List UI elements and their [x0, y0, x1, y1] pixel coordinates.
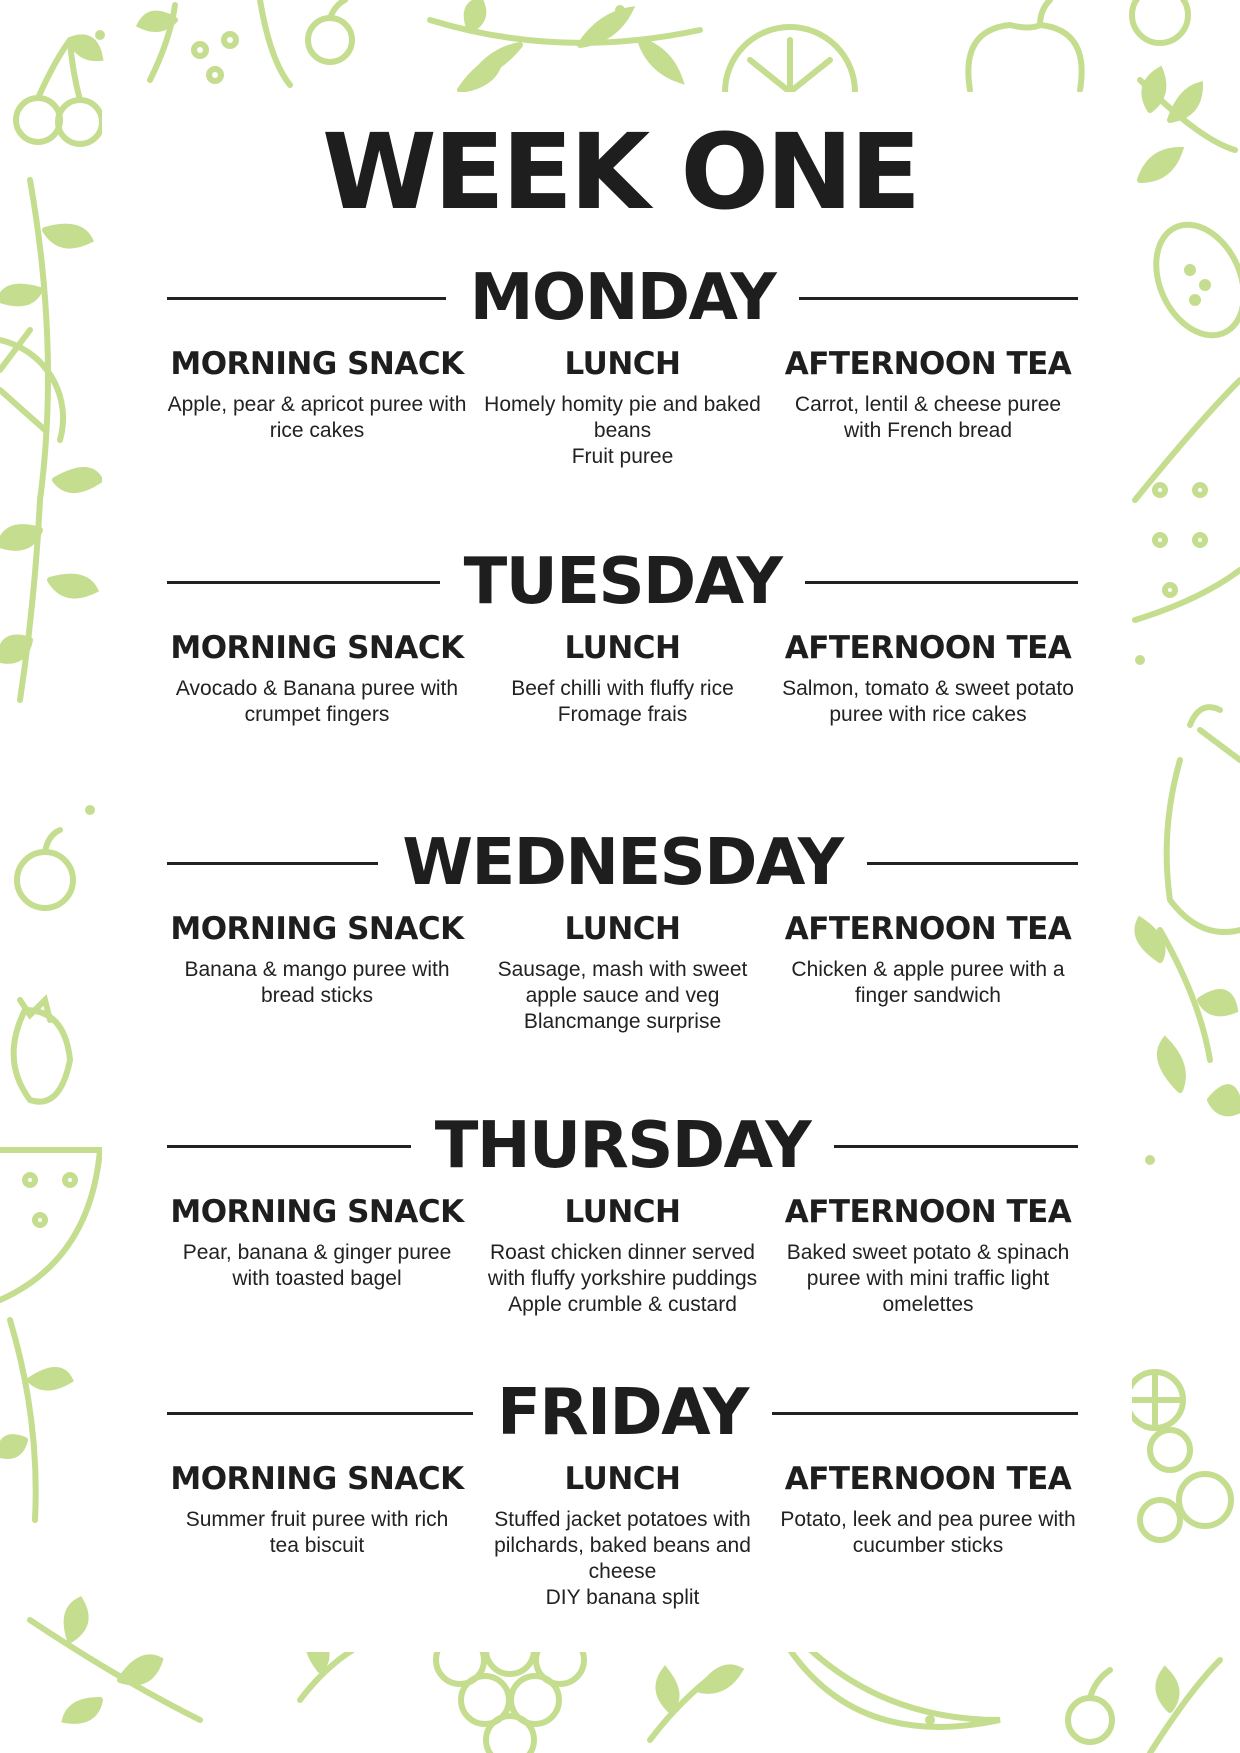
menu-line: Carrot, lentil & cheese puree: [794, 393, 1062, 416]
menu-line: tea biscuit: [269, 1534, 365, 1557]
day-section-thursday: [167, 1110, 1078, 1318]
lemon-slice-icon: [725, 27, 855, 92]
divider-line: [834, 1145, 1078, 1148]
lunch-heading: LUNCH: [564, 1194, 681, 1230]
morning-snack-heading: MORNING SNACK: [170, 346, 464, 382]
leaf-branch-icon: [0, 180, 100, 700]
day-section-wednesday: [167, 827, 1078, 1035]
morning-snack-heading: MORNING SNACK: [170, 911, 464, 947]
lunch-description: [478, 392, 768, 470]
menu-line: Banana & mango puree with: [184, 958, 450, 981]
divider-line: [167, 1145, 411, 1148]
day-name: THURSDAY: [434, 1109, 811, 1183]
divider-line: [167, 581, 440, 584]
lunch-column: [478, 1457, 768, 1611]
orange-slice-icon: [0, 330, 63, 440]
menu-line: cheese: [588, 1560, 657, 1583]
morning-snack-description: [167, 957, 467, 1009]
menu-line: Potato, leek and pea puree with: [780, 1508, 1076, 1531]
menu-line: Beef chilli with fluffy rice: [511, 677, 734, 700]
menu-line: omelettes: [882, 1293, 974, 1316]
leaf-branch-icon: [1138, 920, 1240, 1113]
leaf-branch-icon: [0, 1320, 70, 1520]
cherry-icon: [308, 0, 352, 62]
morning-snack-heading: MORNING SNACK: [170, 1461, 464, 1497]
day-header: [167, 827, 1078, 899]
menu-line: Avocado & Banana puree with: [175, 677, 459, 700]
menu-line: Chicken & apple puree with a: [791, 958, 1065, 981]
day-header: [167, 262, 1078, 334]
afternoon-tea-description: [778, 1240, 1078, 1318]
menu-line: apple sauce and veg: [525, 984, 720, 1007]
pear-icon: [1167, 707, 1240, 932]
orange-icon: [1132, 0, 1188, 43]
banana-icon: [790, 1640, 1000, 1727]
afternoon-tea-description: [778, 1507, 1078, 1559]
menu-line: Pear, banana & ginger puree: [182, 1241, 452, 1264]
day-name: TUESDAY: [463, 545, 782, 619]
menu-line: with toasted bagel: [232, 1267, 402, 1290]
lunch-description: [478, 957, 768, 1035]
morning-snack-description: [167, 676, 467, 728]
lunch-column: [478, 626, 768, 728]
day-name: MONDAY: [469, 261, 776, 335]
afternoon-tea-heading: AFTERNOON TEA: [784, 1461, 1072, 1497]
menu-line: puree with mini traffic light: [806, 1267, 1050, 1290]
afternoon-tea-description: [778, 392, 1078, 444]
menu-line: Stuffed jacket potatoes with: [494, 1508, 751, 1531]
leaf-sprig-icon: [650, 1668, 740, 1741]
menu-line: pilchards, baked beans and: [494, 1534, 751, 1557]
morning-snack-description: [167, 392, 467, 444]
menu-line: Apple crumble & custard: [508, 1293, 737, 1316]
afternoon-tea-heading: AFTERNOON TEA: [784, 911, 1072, 947]
menu-line: DIY banana split: [545, 1586, 700, 1609]
watermelon-slice-icon: [0, 1150, 100, 1300]
day-header: [167, 1110, 1078, 1182]
leaf-sprig-icon: [1150, 1660, 1220, 1753]
divider-line: [805, 581, 1078, 584]
lunch-heading: LUNCH: [564, 911, 681, 947]
strawberry-icon: [14, 1000, 70, 1102]
page-title: WEEK ONE: [321, 111, 919, 233]
afternoon-tea-heading: AFTERNOON TEA: [784, 346, 1072, 382]
divider-line: [167, 1412, 473, 1415]
morning-snack-description: [167, 1507, 467, 1559]
afternoon-tea-description: [778, 676, 1078, 728]
lunch-heading: LUNCH: [564, 1461, 681, 1497]
menu-line: rice cakes: [269, 419, 365, 442]
lunch-description: [478, 1240, 768, 1318]
menu-line: with fluffy yorkshire puddings: [487, 1267, 758, 1290]
menu-line: Blancmange surprise: [523, 1010, 722, 1033]
menu-line: beans: [593, 419, 652, 442]
afternoon-tea-heading: AFTERNOON TEA: [784, 630, 1072, 666]
lunch-column: [478, 907, 768, 1035]
afternoon-tea-column: [778, 1190, 1078, 1318]
morning-snack-column: [167, 1190, 467, 1318]
cherry-icon: [1068, 1670, 1112, 1742]
meals-row: [167, 907, 1078, 1035]
menu-line: Apple, pear & apricot puree with: [167, 393, 467, 416]
morning-snack-column: [167, 1457, 467, 1611]
watermelon-icon: [1135, 380, 1240, 620]
lunch-description: [478, 676, 768, 728]
divider-line: [867, 862, 1078, 865]
menu-line: cucumber sticks: [852, 1534, 1004, 1557]
menu-line: Homely homity pie and baked: [484, 393, 761, 416]
day-name: WEDNESDAY: [402, 826, 843, 900]
morning-snack-column: [167, 907, 467, 1035]
leaf-sprig-icon: [140, 5, 175, 80]
menu-line: Summer fruit puree with rich: [185, 1508, 449, 1531]
menu-line: Sausage, mash with sweet: [497, 958, 748, 981]
morning-snack-description: [167, 1240, 467, 1292]
menu-line: crumpet fingers: [244, 703, 390, 726]
meals-row: [167, 626, 1078, 728]
day-header: [167, 1377, 1078, 1449]
afternoon-tea-column: [778, 1457, 1078, 1611]
menu-line: Salmon, tomato & sweet potato: [782, 677, 1074, 700]
morning-snack-column: [167, 626, 467, 728]
afternoon-tea-column: [778, 626, 1078, 728]
morning-snack-column: [167, 342, 467, 470]
morning-snack-heading: MORNING SNACK: [170, 630, 464, 666]
divider-line: [167, 297, 446, 300]
meals-row: [167, 1190, 1078, 1318]
lunch-description: [478, 1507, 768, 1611]
lunch-column: [478, 342, 768, 470]
afternoon-tea-heading: AFTERNOON TEA: [784, 1194, 1072, 1230]
menu-line: with French bread: [843, 419, 1013, 442]
day-name: FRIDAY: [497, 1376, 748, 1450]
menu-line: Fromage frais: [557, 703, 688, 726]
menu-line: finger sandwich: [855, 984, 1001, 1007]
vine-branch-icon: [430, 0, 700, 90]
meals-row: [167, 342, 1078, 470]
menu-line: puree with rice cakes: [829, 703, 1027, 726]
divider-line: [799, 297, 1078, 300]
menu-line: Baked sweet potato & spinach: [786, 1241, 1070, 1264]
day-section-friday: [167, 1377, 1078, 1611]
afternoon-tea-column: [778, 907, 1078, 1035]
watermelon-slice-icon: [194, 0, 290, 85]
divider-line: [167, 862, 378, 865]
apple-icon: [17, 830, 73, 908]
lunch-heading: LUNCH: [564, 630, 681, 666]
lime-slice-icon: [1127, 1372, 1183, 1428]
afternoon-tea-description: [778, 957, 1078, 1009]
lunch-column: [478, 1190, 768, 1318]
menu-line: Roast chicken dinner served: [490, 1241, 755, 1264]
afternoon-tea-column: [778, 342, 1078, 470]
day-section-tuesday: [167, 546, 1078, 728]
day-header: [167, 546, 1078, 618]
morning-snack-heading: MORNING SNACK: [170, 1194, 464, 1230]
menu-line: Fruit puree: [571, 445, 674, 468]
divider-line: [772, 1412, 1078, 1415]
meals-row: [167, 1457, 1078, 1611]
apple-icon: [968, 0, 1081, 90]
lunch-heading: LUNCH: [564, 346, 681, 382]
day-section-monday: [167, 262, 1078, 470]
grapes-icon: [1140, 1430, 1231, 1540]
menu-line: bread sticks: [260, 984, 374, 1007]
